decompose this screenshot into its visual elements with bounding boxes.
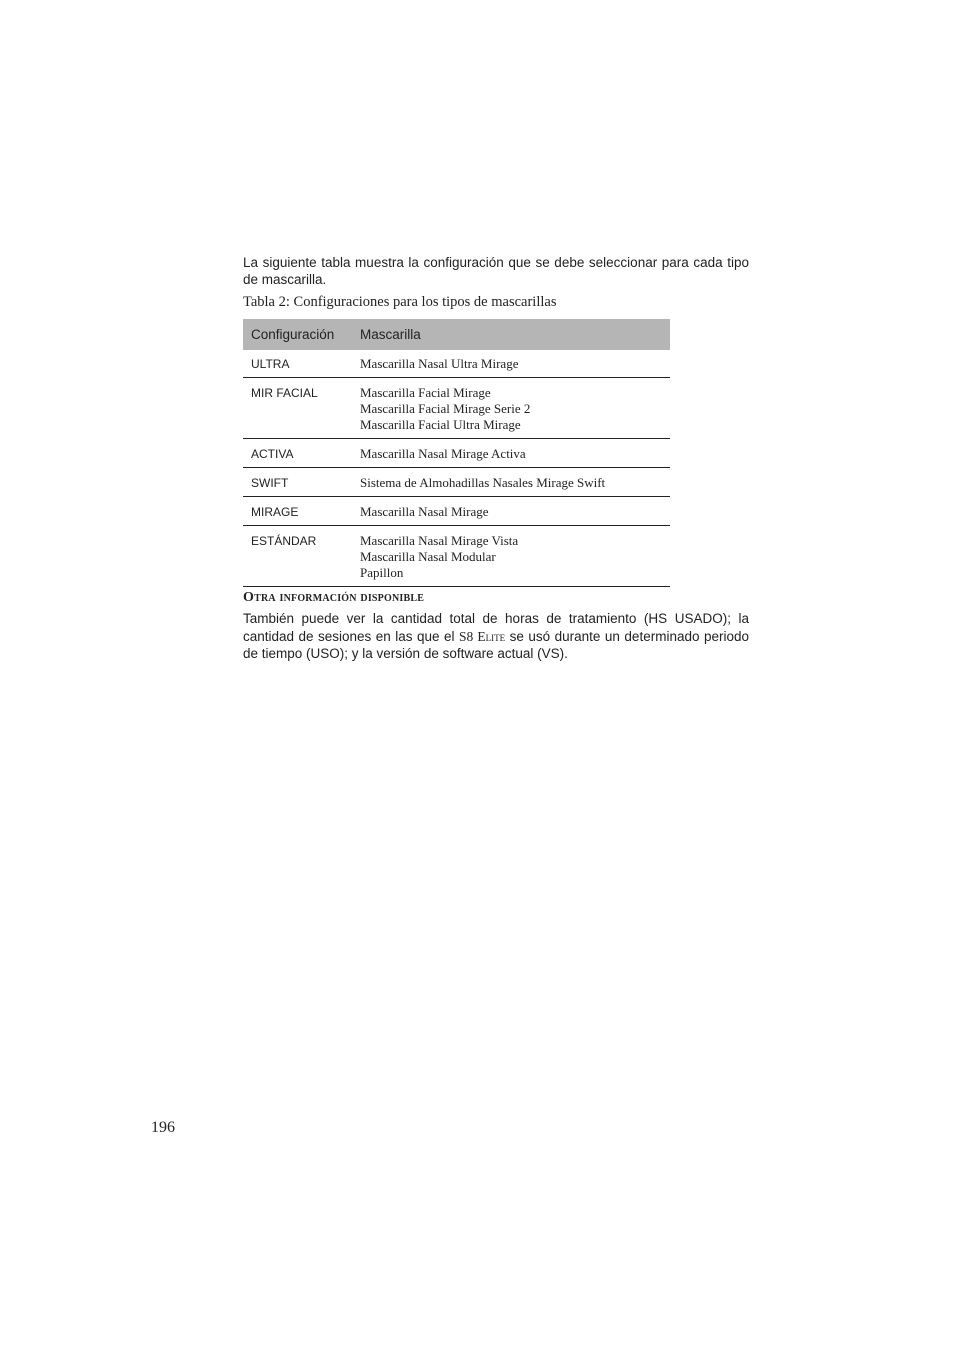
table-header-row [243,319,670,350]
body-text-part: También puede ver la cantidad total de horas de tratamiento (HS USADO); la cantidad de sesiones en las que el [243,611,749,644]
body-paragraph [243,610,749,663]
config-cell: SWIFT [243,468,352,497]
mask-name: Mascarilla Nasal Modular [360,549,496,564]
table-row [243,497,670,526]
table-row [243,439,670,468]
table-row [243,378,670,439]
mask-configuration-table [243,319,670,587]
mask-cell [352,526,670,587]
mask-name: Mascarilla Facial Mirage [360,385,491,400]
page-number: 196 [151,1119,175,1136]
mask-cell [352,378,670,439]
mask-cell [352,468,670,497]
table-caption: Tabla 2: Configuraciones para los tipos de mascarillas [243,294,557,310]
mask-name: Papillon [360,565,404,580]
table-row [243,350,670,378]
table-row [243,526,670,587]
header-mascarilla: Mascarilla [352,319,670,350]
mask-name: Sistema de Almohadillas Nasales Mirage Swift [360,475,606,490]
device-brand-name: Elite [477,628,506,644]
mask-name: Mascarilla Facial Mirage Serie 2 [360,401,531,416]
section-heading: Otra información disponible [243,590,425,605]
config-cell: ESTÁNDAR [243,526,352,587]
mask-name: Mascarilla Nasal Mirage [360,504,489,519]
header-configuracion: Configuración [243,319,352,350]
config-cell: ACTIVA [243,439,352,468]
config-cell: ULTRA [243,350,352,378]
mask-cell [352,350,670,378]
config-cell: MIR FACIAL [243,378,352,439]
body-text-part: se usó durante un determinado periodo de tiempo (USO); y la versión de software actual (VS). [243,628,749,661]
mask-name: Mascarilla Nasal Ultra Mirage [360,356,519,371]
table-row [243,468,670,497]
mask-cell [352,439,670,468]
mask-name: Mascarilla Facial Ultra Mirage [360,417,521,432]
mask-name: Mascarilla Nasal Mirage Vista [360,533,519,548]
mask-cell [352,497,670,526]
intro-paragraph: La siguiente tabla muestra la configuración que se debe seleccionar para cada tipo de mascarilla. [243,255,749,287]
device-model: S8 [459,628,478,644]
mask-name: Mascarilla Nasal Mirage Activa [360,446,526,461]
config-cell: MIRAGE [243,497,352,526]
